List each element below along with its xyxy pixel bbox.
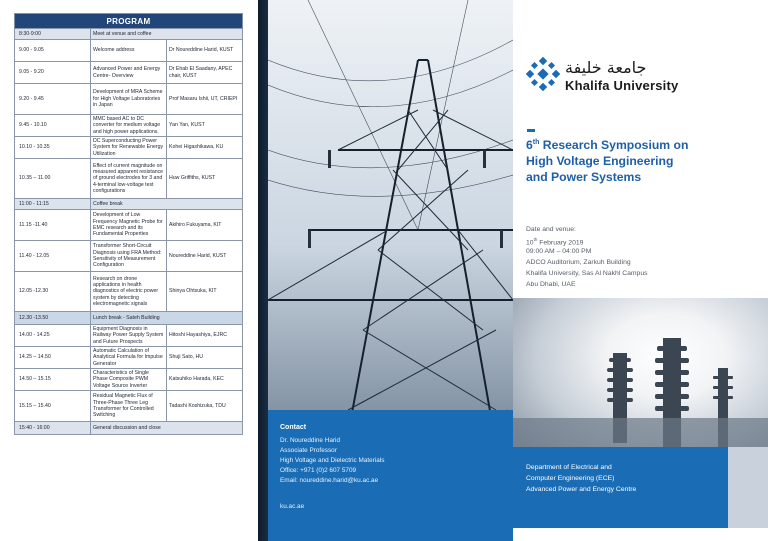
contact-block xyxy=(268,410,513,541)
contact-email[interactable]: Email: noureddine.harid@ku.ac.ae xyxy=(280,477,379,484)
program-event: Coffee break xyxy=(91,199,243,210)
program-speaker: Noureddine Harid, KUST xyxy=(167,241,243,272)
title-ordinal: 6 xyxy=(526,138,533,152)
program-row xyxy=(15,40,243,62)
brochure-fold xyxy=(258,0,268,541)
program-event: Residual Magnetic Flux of Three-Phase Three Leg Transformer for Controlled Switching xyxy=(91,391,167,422)
program-title: PROGRAM xyxy=(15,14,243,29)
program-speaker: Yan Yan, KUST xyxy=(167,115,243,137)
title-accent xyxy=(527,129,535,132)
contact-role: Associate Professor xyxy=(280,447,337,454)
contact-department: High Voltage and Dielectric Materials xyxy=(280,457,385,464)
department-block xyxy=(513,447,728,528)
contact-heading: Contact xyxy=(280,424,307,431)
program-event: Effect of current magnitude on measured apparent resistance of ground electrodes for 3 and 4-terminal low-voltage test configurations xyxy=(91,159,167,199)
program-row xyxy=(15,391,243,422)
program-event: Lunch break - Sateh Building xyxy=(91,312,243,325)
date-venue-heading: Date and venue: xyxy=(526,226,576,233)
program-speaker: Prof Masaru Ishii, UT, CRIEPI xyxy=(167,84,243,115)
insulator-photo xyxy=(513,298,768,463)
contact-name: Dr. Noureddine Harid xyxy=(280,437,341,444)
event-time: 09:00 AM – 04:00 PM xyxy=(526,248,592,255)
program-time: 8:30-9:00 xyxy=(15,29,91,40)
program-speaker: Dr Ehab El Saadany, APEC chair, KUST xyxy=(167,62,243,84)
program-row xyxy=(15,241,243,272)
program-speaker: Dr Noureddine Harid, KUST xyxy=(167,40,243,62)
program-time: 9.45 - 10.10 xyxy=(15,115,91,137)
program-time: 12.05 -12.30 xyxy=(15,272,91,312)
date-day: 10 xyxy=(526,239,534,247)
program-event: Characteristics of Single Phase Composite PWM Voltage Source Inverter xyxy=(91,369,167,391)
program-speaker: Akihiro Fukuyama, KIT xyxy=(167,210,243,241)
program-time: 11:00 - 11:15 xyxy=(15,199,91,210)
program-speaker: Shuji Sato, HU xyxy=(167,347,243,369)
program-row xyxy=(15,29,243,40)
program-time: 15.15 – 15.40 xyxy=(15,391,91,422)
program-time: 11.40 - 12.05 xyxy=(15,241,91,272)
program-speaker: Hitoshi Hayashiya, EJRC xyxy=(167,325,243,347)
program-event: Development of Low Frequency Magnetic Probe for EMC research and its Fundamental Properties xyxy=(91,210,167,241)
program-time: 14.00 - 14.25 xyxy=(15,325,91,347)
venue-line-3: Abu Dhabi, UAE xyxy=(526,281,576,288)
program-time: 14.50 – 15.15 xyxy=(15,369,91,391)
program-event: Automatic Calculation of Analytical Formula for Impulse Generator xyxy=(91,347,167,369)
date-suffix: th xyxy=(533,237,538,242)
program-event: General discussion and close xyxy=(91,422,243,435)
program-time: 9.05 - 9.20 xyxy=(15,62,91,84)
program-speaker: Katsuhiko Harada, KEC xyxy=(167,369,243,391)
program-row xyxy=(15,210,243,241)
title-line2: High Voltage Engineering xyxy=(526,154,674,169)
program-speaker: Tadashi Koshizuka, TDU xyxy=(167,391,243,422)
department-line-3: Advanced Power and Energy Centre xyxy=(526,486,637,493)
program-time: 11.15 -11.40 xyxy=(15,210,91,241)
program-row xyxy=(15,84,243,115)
program-time: 9.20 - 9.45 xyxy=(15,84,91,115)
program-event: Research on drone applications in health diagnostics of electric power system by detecting electromagnetic signals xyxy=(91,272,167,312)
program-event: Equipment Diagnosis in Railway Power Supply System and Future Prospects xyxy=(91,325,167,347)
program-time: 15:40 - 16:00 xyxy=(15,422,91,435)
program-event: Meet at venue and coffee xyxy=(91,29,243,40)
program-speaker: Kohei Higashikawa, KU xyxy=(167,137,243,159)
website-link[interactable]: ku.ac.ae xyxy=(280,503,305,510)
program-event: Advanced Power and Energy Centre- Overview xyxy=(91,62,167,84)
program-time: 12.30 -13.50 xyxy=(15,312,91,325)
program-event: MMC based AC to DC converter for medium voltage and high power applications. xyxy=(91,115,167,137)
program-event: DC Superconducting Power System for Renewable Energy Utilization xyxy=(91,137,167,159)
program-panel xyxy=(0,0,258,541)
contact-phone[interactable]: Office: +971 (0)2 607 5709 xyxy=(280,467,357,474)
program-time: 9.00 - 9.05 xyxy=(15,40,91,62)
university-name-arabic: جامعة خليفة xyxy=(565,58,647,77)
corner-photo-strip xyxy=(728,447,768,528)
program-time: 10.10 - 10.35 xyxy=(15,137,91,159)
program-speaker: Shinya Ohtsuka, KIT xyxy=(167,272,243,312)
cover-panel xyxy=(513,0,768,541)
university-name: Khalifa University xyxy=(565,78,679,93)
department-line-2: Computer Engineering (ECE) xyxy=(526,475,615,482)
insulator-illustration xyxy=(513,298,768,463)
title-line3: and Power Systems xyxy=(526,170,642,185)
program-row xyxy=(15,115,243,137)
department-line-1: Department of Electrical and xyxy=(526,464,612,471)
program-row xyxy=(15,312,243,325)
program-row xyxy=(15,272,243,312)
logo-mark-icon xyxy=(526,57,560,91)
program-speaker: Huw Griffiths, KUST xyxy=(167,159,243,199)
title-ordinal-suffix: th xyxy=(532,138,540,146)
program-row xyxy=(15,137,243,159)
program-row xyxy=(15,422,243,435)
program-table xyxy=(14,13,243,435)
program-time: 14.25 – 14.50 xyxy=(15,347,91,369)
program-row xyxy=(15,62,243,84)
program-event: Transformer Short-Circuit Diagnosis using FRA Method: Sensitivity of Measurement Configuration xyxy=(91,241,167,272)
venue-line-1: ADCO Auditorium, Zarkuh Building xyxy=(526,259,631,266)
program-row xyxy=(15,325,243,347)
program-event: Welcome address xyxy=(91,40,167,62)
symposium-title xyxy=(526,137,746,186)
program-row xyxy=(15,199,243,210)
title-line1: Research Symposium on xyxy=(539,138,689,152)
program-time: 10.35 – 11.00 xyxy=(15,159,91,199)
event-date xyxy=(526,237,583,246)
venue-line-2: Khalifa University, Sas Al Nakhl Campus xyxy=(526,270,648,277)
program-row xyxy=(15,159,243,199)
program-row xyxy=(15,369,243,391)
program-event: Development of MRA Scheme for High Voltage Laboratories in Japan xyxy=(91,84,167,115)
program-row xyxy=(15,347,243,369)
date-month-year: February 2019 xyxy=(537,239,584,247)
